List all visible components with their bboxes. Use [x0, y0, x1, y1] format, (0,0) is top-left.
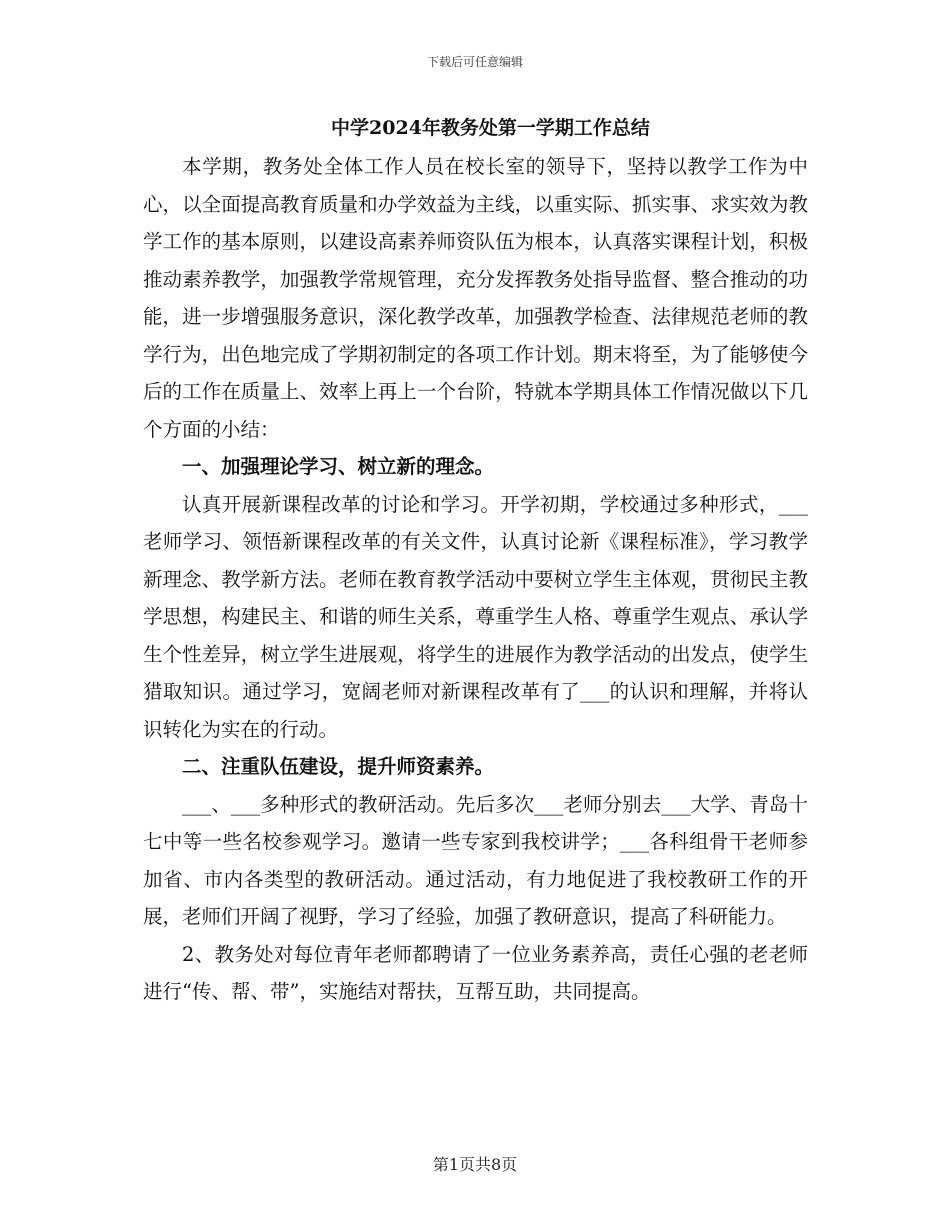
section-2-paragraph-1: ___、___多种形式的教研活动。先后多次___老师分别去___大学、青岛十七中等一些名校参观学习。邀请一些专家到我校讲学；___各科组骨干老师参加省、市内各类型的教研活动。通过活动，有力地促进了我校教研工作的开展，老师们开阔了视野，学习了经验，加强了教研意识，提高了科研能力。 — [143, 792, 808, 928]
section-1-paragraph: 认真开展新课程改革的讨论和学习。开学初期，学校通过多种形式，___老师学习、领悟新课程改革的有关文件，认真讨论新《课程标准》，学习教学新理念、教学新方法。老师在教育教学活动中要树立学生主体观，贯彻民主教学思想，构建民主、和谐的师生关系，尊重学生人格、尊重学生观点、承认学生个性差异，树立学生进展观，将学生的进展作为教学活动的出发点，使学生猎取知识。通过学习，宽阔老师对新课程改革有了___的认识和理解，并将认识转化为实在的行动。 — [143, 492, 808, 741]
document-body — [143, 108, 808, 1011]
document-title: 中学2024年教务处第一学期工作总结 — [331, 117, 650, 139]
section-2-paragraph-2: 2、教务处对每位青年老师都聘请了一位业务素养高，责任心强的老老师进行“传、帮、带”，实施结对帮扶，互帮互助，共同提高。 — [143, 942, 808, 1003]
header-note: 下载后可任意编辑 — [426, 55, 523, 69]
section-2-heading: 二、注重队伍建设，提升师资素养。 — [182, 755, 495, 778]
page-number: 第1页共8页 — [432, 1155, 518, 1174]
intro-paragraph: 本学期，教务处全体工作人员在校长室的领导下，坚持以教学工作为中心，以全面提高教育质量和办学效益为主线，以重实际、抓实事、求实效为教学工作的基本原则，以建设高素养师资队伍为根本，认真落实课程计划，积极推动素养教学，加强教学常规管理，充分发挥教务处指导监督、整合推动的功能，进一步增强服务意识，深化教学改革，加强教学检查、法律规范老师的教学行为，出色地完成了学期初制定的各项工作计划。期末将至，为了能够使今后的工作在质量上、效率上再上一个台阶，特就本学期具体工作情况做以下几个方面的小结： — [143, 155, 808, 441]
section-1-heading: 一、加强理论学习、树立新的理念。 — [182, 455, 495, 478]
